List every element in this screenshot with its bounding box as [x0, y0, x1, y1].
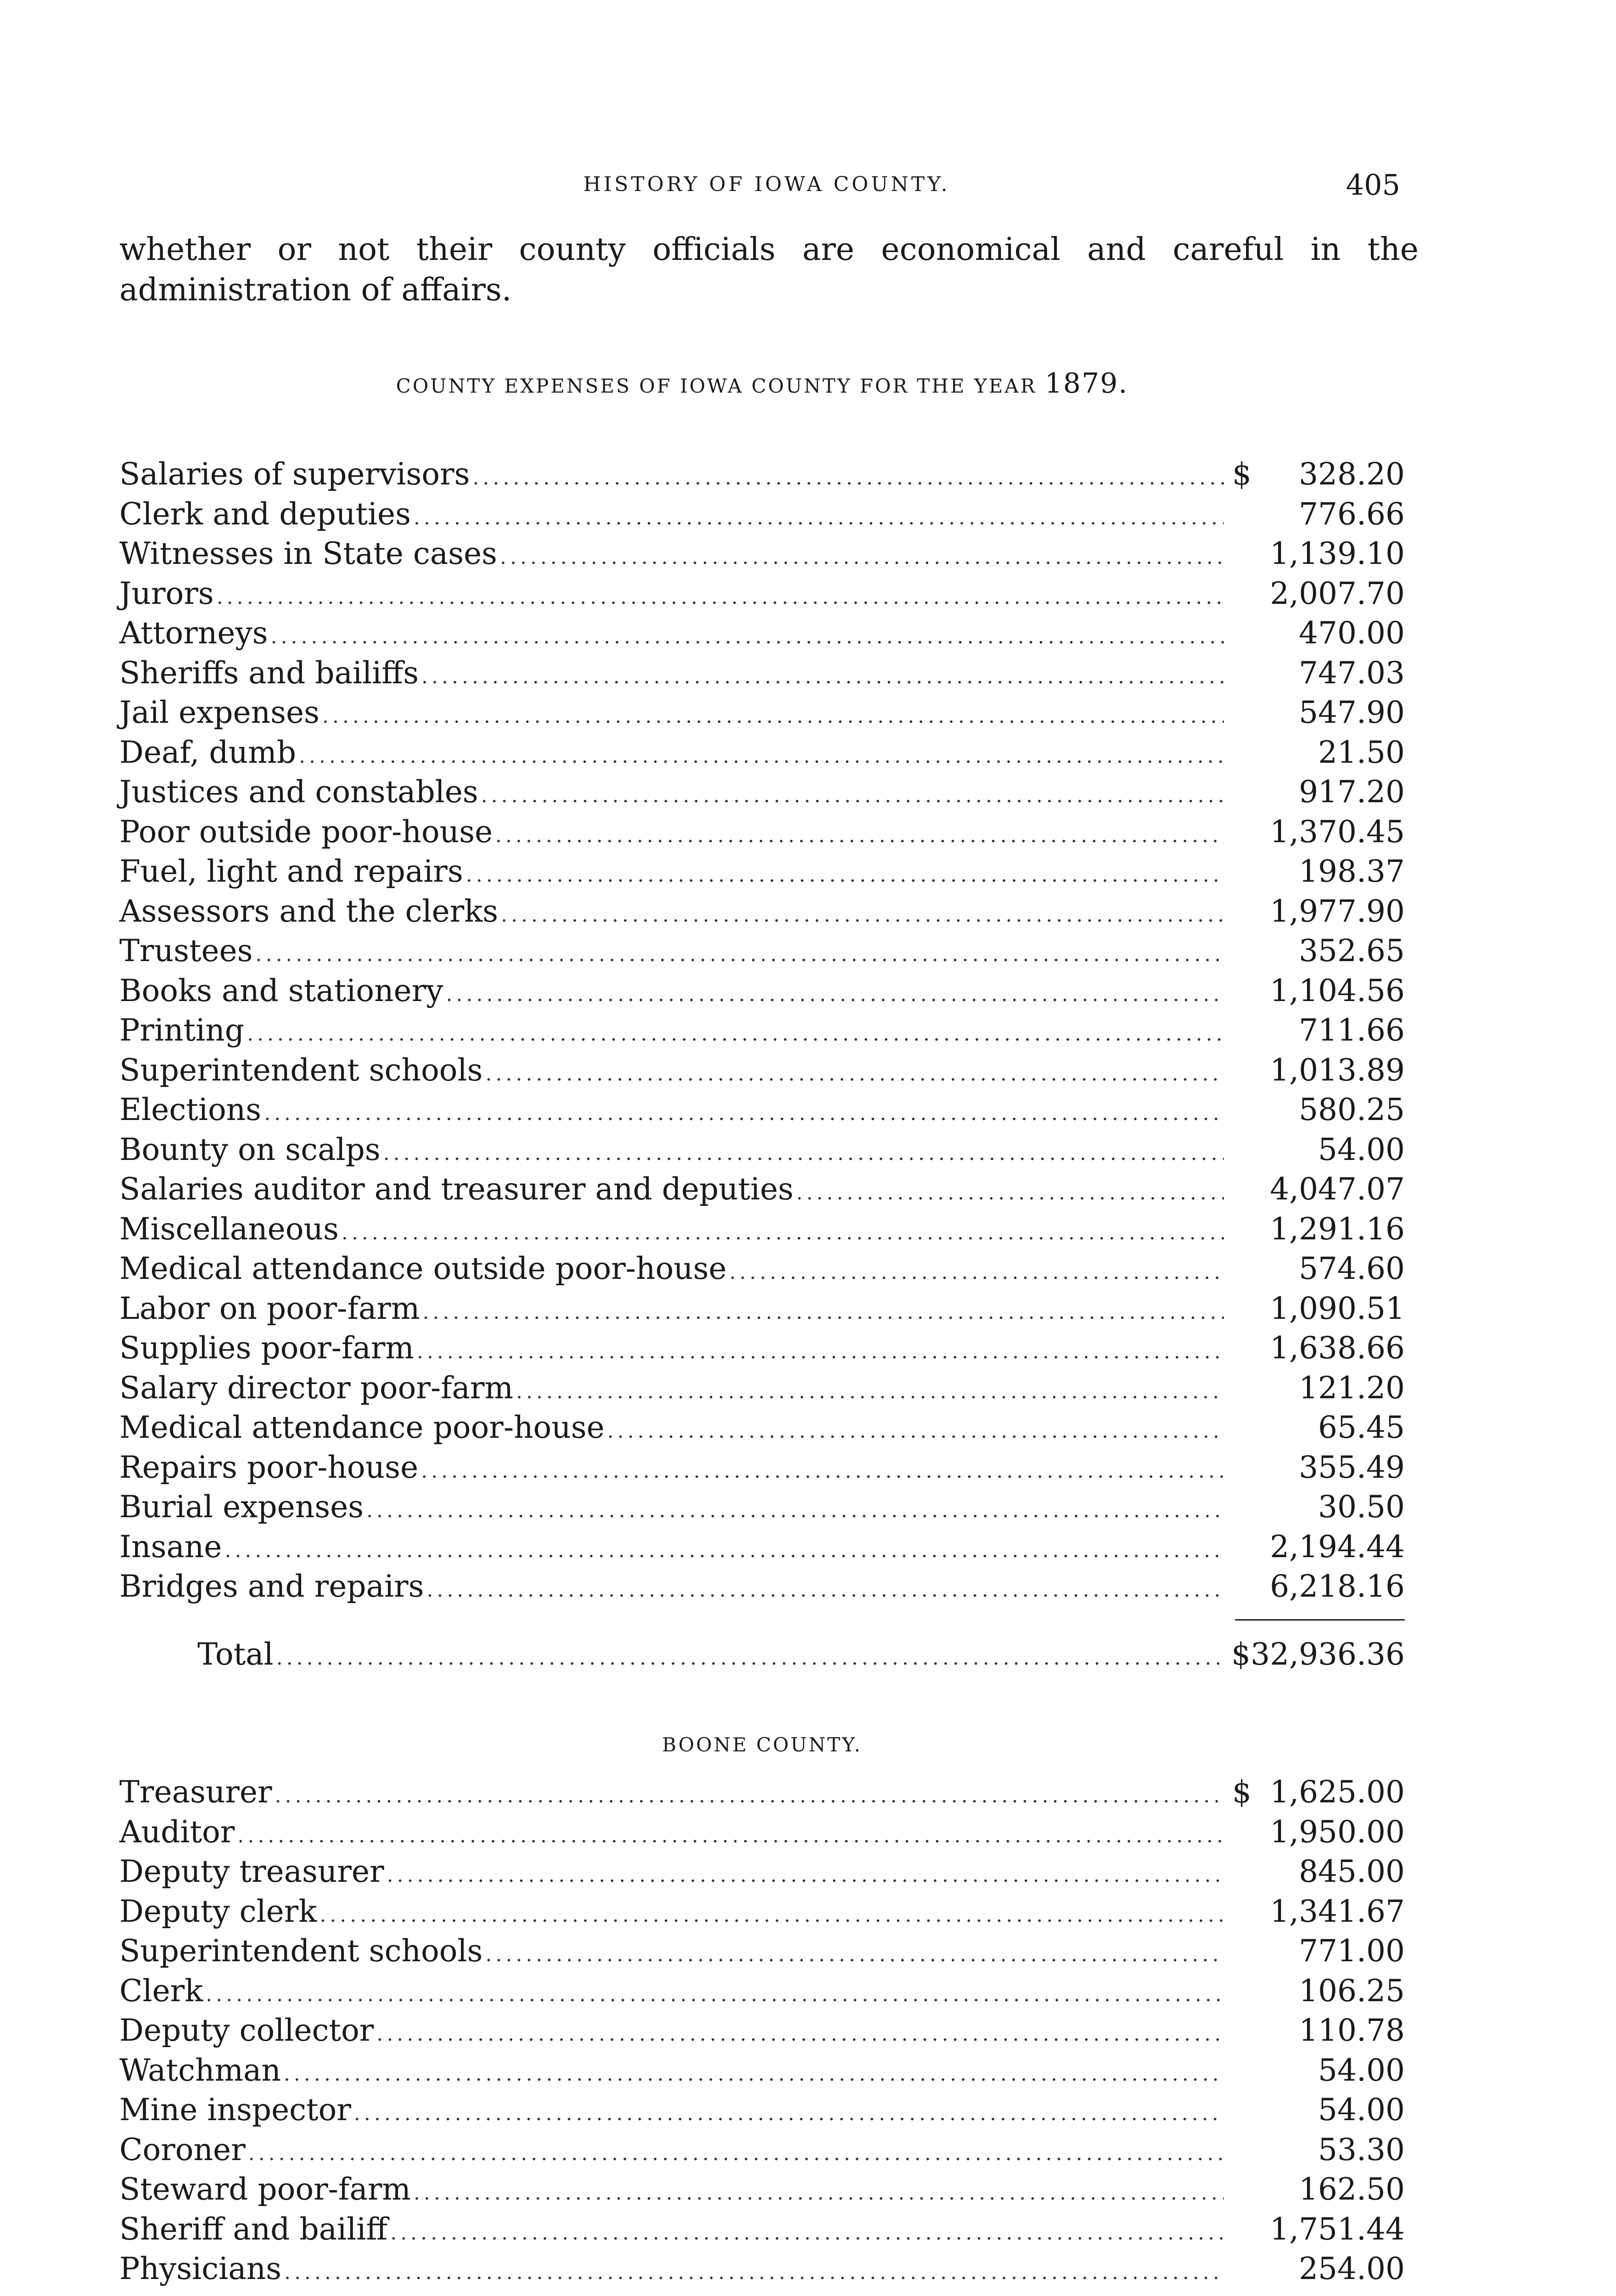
- dot-leader: [607, 1412, 1224, 1451]
- expense-row: [119, 733, 1405, 773]
- expense-row: [119, 2170, 1405, 2210]
- expense-row: [119, 1011, 1405, 1051]
- expense-label: Deputy treasurer: [119, 1854, 384, 1889]
- expense-label: Deputy clerk: [119, 1893, 317, 1929]
- expense-label: Books and stationery: [119, 973, 443, 1008]
- expense-label: Trustees: [119, 933, 253, 968]
- expense-label: Salaries auditor and treasurer and deputies: [119, 1171, 794, 1207]
- expense-amount: 54.00: [1318, 2092, 1405, 2127]
- expense-row: [119, 772, 1405, 812]
- expense-amount: 106.25: [1299, 1973, 1405, 2009]
- expense-row: [119, 455, 1405, 495]
- expense-amount: 328.20: [1299, 456, 1405, 492]
- expense-label: Clerk: [119, 1973, 203, 2009]
- expense-label: Bridges and repairs: [119, 1569, 424, 1604]
- dot-leader: [426, 1570, 1224, 1610]
- expense-row: [119, 1170, 1405, 1210]
- expense-amount: 1,751.44: [1270, 2211, 1405, 2247]
- iowa-county-title-text: COUNTY EXPENSES OF IOWA COUNTY FOR THE YEAR: [396, 375, 1037, 397]
- expense-amount: 1,950.00: [1270, 1814, 1405, 1850]
- expense-label: Repairs poor-house: [119, 1449, 419, 1485]
- expense-amount: 845.00: [1299, 1854, 1405, 1889]
- iowa-county-total: [119, 1635, 1405, 1675]
- expense-amount: 355.49: [1299, 1449, 1405, 1485]
- expense-amount: 771.00: [1299, 1933, 1405, 1969]
- expense-label: Salaries of supervisors: [119, 456, 470, 492]
- total-label: Total: [197, 1637, 274, 1672]
- expense-row: [119, 1249, 1405, 1289]
- expense-row: [119, 2130, 1405, 2170]
- expense-label: Justices and constables: [119, 774, 478, 810]
- expense-row: [119, 534, 1405, 574]
- expense-amount: 30.50: [1318, 1489, 1405, 1525]
- dot-leader: [284, 2253, 1224, 2292]
- expense-row: [119, 2210, 1405, 2250]
- dot-leader: [796, 1173, 1224, 1213]
- expense-label: Medical attendance outside poor-house: [119, 1251, 727, 1286]
- expense-amount: 2,194.44: [1270, 1529, 1405, 1564]
- expense-row: [119, 2051, 1405, 2091]
- expense-amount: 917.20: [1299, 774, 1405, 810]
- expense-amount: 110.78: [1299, 2013, 1405, 2048]
- dot-leader: [417, 1332, 1224, 1372]
- dot-leader: [390, 2213, 1224, 2253]
- expense-amount: 198.37: [1299, 854, 1405, 889]
- dot-leader: [446, 975, 1224, 1014]
- expense-row: [119, 1931, 1405, 1971]
- expense-label: Elections: [119, 1092, 262, 1127]
- expense-row: [119, 693, 1405, 733]
- dot-leader: [354, 2094, 1224, 2133]
- expense-amount: 747.03: [1299, 655, 1405, 691]
- dot-leader: [414, 498, 1224, 538]
- dot-leader: [466, 855, 1224, 895]
- expense-row: [119, 613, 1405, 653]
- expense-amount: 53.30: [1318, 2132, 1405, 2167]
- expense-label: Auditor: [119, 1814, 235, 1850]
- expense-label: Supplies poor-farm: [119, 1330, 414, 1366]
- expense-label: Poor outside poor-house: [119, 814, 493, 850]
- expense-amount: 547.90: [1299, 695, 1405, 730]
- expense-row: [119, 2090, 1405, 2130]
- running-head: [119, 168, 1414, 205]
- expense-row: [119, 1368, 1405, 1408]
- expense-label: Assessors and the clerks: [119, 893, 499, 929]
- expense-label: Superintendent schools: [119, 1933, 483, 1969]
- expense-label: Steward poor-farm: [119, 2172, 411, 2207]
- dot-leader: [501, 895, 1224, 935]
- total-rule: [1235, 1619, 1405, 1621]
- total-row: [119, 1635, 1405, 1675]
- dot-leader: [481, 776, 1224, 816]
- expense-row: [119, 1408, 1405, 1448]
- dot-leader: [472, 458, 1224, 498]
- dot-leader: [422, 1293, 1224, 1332]
- expense-label: Sheriffs and bailiffs: [119, 655, 419, 691]
- expense-row: [119, 574, 1405, 614]
- expense-label: Superintendent schools: [119, 1052, 483, 1088]
- expense-row: [119, 1971, 1405, 2011]
- expense-amount: 54.00: [1318, 2052, 1405, 2088]
- dot-leader: [247, 1014, 1224, 1054]
- expense-row: [119, 653, 1405, 693]
- iowa-county-section-title: [119, 367, 1405, 400]
- expense-amount: 470.00: [1299, 615, 1405, 651]
- dot-leader: [255, 935, 1224, 974]
- dot-leader: [729, 1253, 1224, 1292]
- expense-label: Bounty on scalps: [119, 1131, 381, 1167]
- expense-label: Jurors: [119, 575, 214, 611]
- expense-row: [119, 1090, 1405, 1130]
- dot-leader: [495, 816, 1224, 855]
- boone-county-section-title: BOONE COUNTY.: [662, 1733, 862, 1756]
- dot-leader: [500, 538, 1224, 577]
- dot-leader: [414, 2173, 1224, 2213]
- expense-label: Fuel, light and repairs: [119, 854, 463, 889]
- expense-label: Physicians: [119, 2251, 281, 2286]
- total-amount: $32,936.36: [1231, 1637, 1405, 1672]
- expense-row: [119, 2249, 1405, 2289]
- expense-label: Jail expenses: [119, 695, 320, 730]
- dollar-sign: $: [1232, 456, 1251, 492]
- expense-row: [119, 931, 1405, 971]
- expense-row: [119, 1567, 1405, 1607]
- expense-label: Burial expenses: [119, 1489, 364, 1525]
- expense-label: Mine inspector: [119, 2092, 351, 2127]
- expense-amount: 580.25: [1299, 1092, 1405, 1127]
- expense-row: [119, 1812, 1405, 1852]
- expense-amount: 352.65: [1299, 933, 1405, 968]
- dot-leader: [376, 2015, 1224, 2054]
- expense-row: [119, 1527, 1405, 1567]
- expense-row: [119, 1210, 1405, 1249]
- expense-amount: 54.00: [1318, 1131, 1405, 1167]
- expense-label: Watchman: [119, 2052, 281, 2088]
- dollar-sign: $: [1232, 1774, 1251, 1810]
- dot-leader: [224, 1531, 1224, 1570]
- expense-label: Printing: [119, 1013, 244, 1048]
- intro-paragraph: whether or not their county officials are economical and careful in the administration of affairs.: [119, 231, 1419, 308]
- expense-amount: 1,291.16: [1270, 1211, 1405, 1247]
- dot-leader: [516, 1372, 1224, 1412]
- expense-amount: 4,047.07: [1270, 1171, 1405, 1207]
- dot-leader: [421, 1452, 1224, 1491]
- expense-row: [119, 1852, 1405, 1892]
- expense-row: [119, 812, 1405, 852]
- dot-leader: [387, 1856, 1224, 1895]
- expense-label: Treasurer: [119, 1774, 272, 1810]
- dot-leader: [421, 657, 1224, 697]
- expense-amount: 1,370.45: [1270, 814, 1405, 850]
- expense-label: Deaf, dumb: [119, 734, 296, 770]
- dot-leader: [342, 1213, 1224, 1253]
- expense-label: Labor on poor-farm: [119, 1290, 420, 1326]
- page-number: 405: [1346, 168, 1400, 202]
- dot-leader: [206, 1975, 1224, 2015]
- dot-leader: [485, 1935, 1224, 1975]
- dot-leader: [276, 1638, 1223, 1678]
- iowa-county-title-year: 1879.: [1044, 367, 1128, 400]
- expense-label: Clerk and deputies: [119, 496, 411, 532]
- expense-amount: 1,013.89: [1270, 1052, 1405, 1088]
- expense-row: [119, 1328, 1405, 1368]
- expense-amount: 711.66: [1299, 1013, 1405, 1048]
- expense-row: [119, 1773, 1405, 1812]
- expense-amount: 1,977.90: [1270, 893, 1405, 929]
- dot-leader: [322, 697, 1224, 736]
- iowa-county-expense-table: [119, 455, 1405, 1607]
- expense-amount: 1,104.56: [1270, 973, 1405, 1008]
- expense-label: Coroner: [119, 2132, 246, 2167]
- expense-label: Salary director poor-farm: [119, 1370, 514, 1406]
- expense-row: [119, 1051, 1405, 1091]
- expense-label: Attorneys: [119, 615, 268, 651]
- expense-row: [119, 2011, 1405, 2051]
- expense-label: Sheriff and bailiff: [119, 2211, 388, 2247]
- dot-leader: [264, 1094, 1224, 1133]
- dot-leader: [275, 1776, 1224, 1816]
- expense-amount: 65.45: [1318, 1410, 1405, 1445]
- expense-label: Medical attendance poor-house: [119, 1410, 605, 1445]
- expense-amount: 121.20: [1299, 1370, 1405, 1406]
- expense-row: [119, 971, 1405, 1011]
- dot-leader: [485, 1054, 1224, 1094]
- expense-row: [119, 1448, 1405, 1488]
- expense-amount: 21.50: [1318, 734, 1405, 770]
- expense-row: [119, 1487, 1405, 1527]
- dot-leader: [248, 2134, 1224, 2173]
- expense-amount: 1,638.66: [1270, 1330, 1405, 1366]
- dot-leader: [284, 2054, 1224, 2094]
- expense-amount: 574.60: [1299, 1251, 1405, 1286]
- expense-row: [119, 1289, 1405, 1329]
- expense-label: Miscellaneous: [119, 1211, 339, 1247]
- expense-amount: 776.66: [1299, 496, 1405, 532]
- dot-leader: [271, 617, 1224, 657]
- expense-row: [119, 1892, 1405, 1932]
- expense-row: [119, 852, 1405, 892]
- expense-amount: 1,341.67: [1270, 1893, 1405, 1929]
- expense-amount: 1,090.51: [1270, 1290, 1405, 1326]
- expense-amount: 1,139.10: [1270, 536, 1405, 571]
- boone-county-expense-table: [119, 1773, 1405, 2289]
- dot-leader: [237, 1816, 1224, 1856]
- expense-amount: 254.00: [1299, 2251, 1405, 2286]
- expense-label: Witnesses in State cases: [119, 536, 497, 571]
- expense-amount: 162.50: [1299, 2172, 1405, 2207]
- expense-label: Deputy collector: [119, 2013, 374, 2048]
- dot-leader: [366, 1491, 1224, 1531]
- expense-row: [119, 495, 1405, 535]
- expense-amount: 2,007.70: [1270, 575, 1405, 611]
- expense-amount: 1,625.00: [1270, 1774, 1405, 1810]
- dot-leader: [383, 1134, 1224, 1173]
- expense-row: [119, 892, 1405, 932]
- expense-amount: 6,218.16: [1270, 1569, 1405, 1604]
- dot-leader: [217, 578, 1224, 617]
- expense-label: Insane: [119, 1529, 222, 1564]
- dot-leader: [299, 737, 1224, 776]
- expense-row: [119, 1130, 1405, 1170]
- running-title: HISTORY OF IOWA COUNTY.: [583, 173, 950, 196]
- dot-leader: [320, 1896, 1224, 1935]
